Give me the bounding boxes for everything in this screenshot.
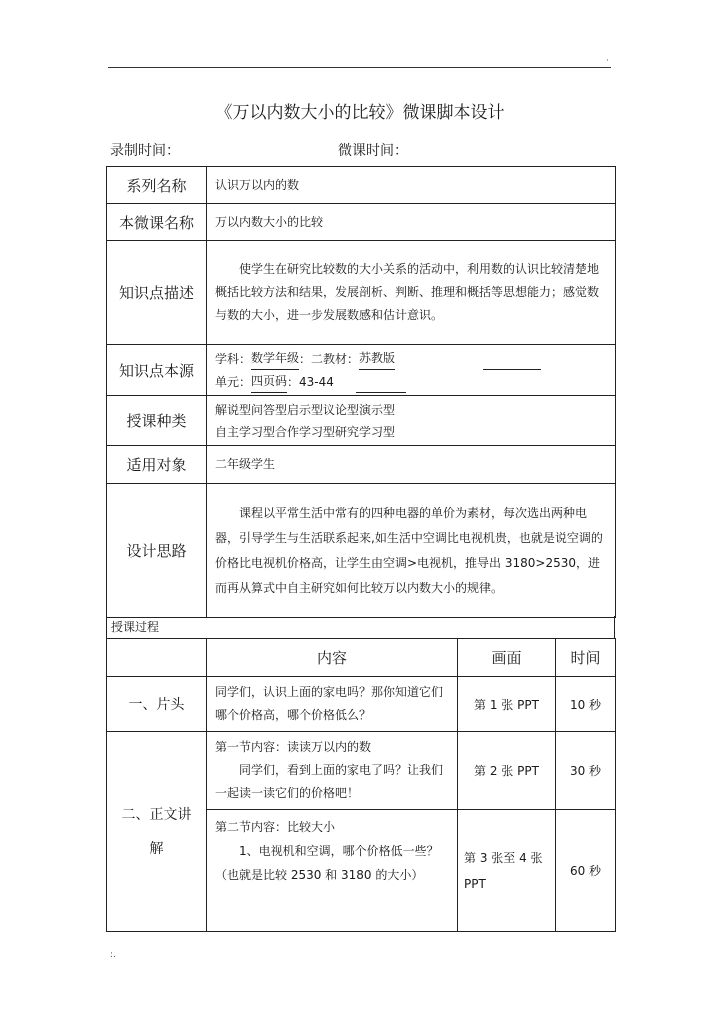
s2b-time: 60 秒 [556,810,616,932]
knowledge-value: 使学生在研究比较数的大小关系的活动中，利用数的认识比较清楚地概括比较方法和结果，发展剖析、判断、推理和概括等思想能力；感觉数与数的大小，进一步发展数感和估计意识。 [207,241,616,345]
document-title: 《万以内数大小的比较》微课脚本设计 [215,103,505,123]
section2-label-line-1: 二、正文讲 [121,806,192,823]
header-rule [108,67,611,68]
audience-value: 二年级学生 [207,446,616,484]
s2a-heading: 第一节内容：读读万以内的数 [215,740,372,754]
type-label: 授课种类 [107,396,207,446]
section1-content: 同学们，认识上面的家电吗？那你知道它们哪个价格高，哪个价格低么？ [207,677,458,732]
footer-mark: :. [110,950,116,960]
s2a-content [207,732,458,810]
source-unit-prefix: 单元： [215,375,252,389]
series-value: 认识万以内的数 [207,167,616,204]
lesson-value: 万以内数大小的比较 [207,204,616,241]
s2a-screen: 第 2 张 PPT [458,732,556,810]
lesson-label: 本微课名称 [107,204,207,241]
audience-row [107,446,616,484]
source-subject-grade: 数学年级 [251,347,299,370]
col-screen-header: 画面 [458,639,556,677]
source-value [207,345,616,396]
source-blank-1 [483,369,541,370]
source-line-1 [215,347,607,370]
source-textbook: 苏教版 [359,347,395,370]
knowledge-row [107,241,616,345]
col-time-header: 时间 [556,639,616,677]
source-unit-pages: 四页码 [251,370,287,393]
col-content-header: 内容 [207,639,458,677]
process-header-empty [107,639,207,677]
source-pages-value: ：43-44 [287,375,334,389]
source-label: 知识点本源 [107,345,207,396]
knowledge-label: 知识点描述 [107,241,207,345]
source-subject-prefix: 学科： [215,352,252,366]
source-line-2 [215,370,607,393]
design-row [107,484,616,618]
section1-row [107,677,616,732]
type-line-2: 自主学习型合作学习型研究学习型 [215,424,396,439]
source-blank-2 [356,392,406,393]
process-table [106,638,616,932]
info-table [106,166,616,618]
section2a-row [107,732,616,810]
design-value: 课程以平常生活中常有的四种电器的单价为素材，每次选出两种电器，引导学生与生活联系起来,如生活中空调比电视机贵，也就是说空调的价格比电视机价格高，让学生由空调>电视机，推导出 3180>2530，进而再从算式中自主研究如何比较万以内数大小的规律。 [207,484,616,618]
type-line-1: 解说型问答型启示型议论型演示型 [215,402,396,417]
section1-time: 10 秒 [556,677,616,732]
s2a-text: 同学们，看到上面的家电了吗？让我们一起读一读它们的价格吧！ [215,763,444,800]
record-time-label: 录制时间： [110,143,180,159]
s2b-text: 1、电视机和空调，哪个价格低一些？（也就是比较 2530 和 3180 的大小） [215,844,439,882]
process-header-row [107,639,616,677]
series-label: 系列名称 [107,167,207,204]
design-label: 设计思路 [107,484,207,618]
type-value [207,396,616,446]
s2a-time: 30 秒 [556,732,616,810]
lesson-row [107,204,616,241]
source-mid: ：二教材： [299,352,360,366]
s2b-screen: 第 3 张至 4 张 PPT [458,810,556,932]
section1-label: 一、片头 [107,677,207,732]
section2-label [107,732,207,932]
source-row [107,345,616,396]
micro-time-label: 微课时间： [338,143,408,159]
process-label: 授课过程 [106,616,615,638]
header-mark: · [606,56,609,66]
type-row [107,396,616,446]
audience-label: 适用对象 [107,446,207,484]
series-row [107,167,616,204]
s2b-heading: 第二节内容：比较大小 [215,820,336,834]
section2-label-line-2: 解 [149,840,164,857]
s2b-content [207,810,458,932]
section1-screen: 第 1 张 PPT [458,677,556,732]
